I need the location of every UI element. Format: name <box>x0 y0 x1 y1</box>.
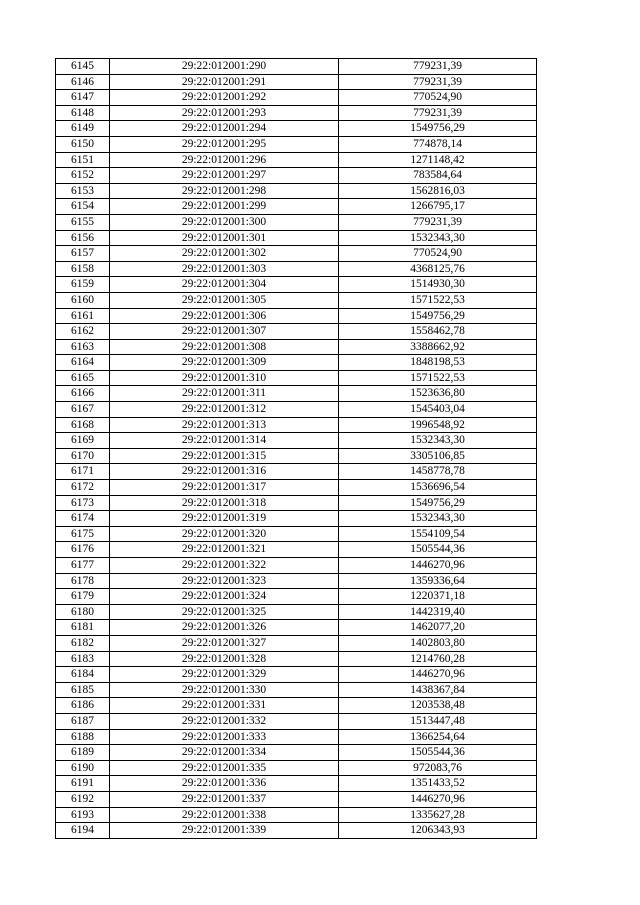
row-number-cell: 6186 <box>56 698 110 714</box>
table-row <box>56 464 537 480</box>
value-cell: 770524,90 <box>339 246 537 262</box>
row-number-cell: 6188 <box>56 729 110 745</box>
cadastral-number-cell: 29:22:012001:330 <box>110 682 339 698</box>
row-number-cell: 6187 <box>56 713 110 729</box>
row-number-cell: 6165 <box>56 370 110 386</box>
table-row <box>56 698 537 714</box>
table-row <box>56 417 537 433</box>
row-number-cell: 6167 <box>56 402 110 418</box>
table-row <box>56 495 537 511</box>
cadastral-number-cell: 29:22:012001:290 <box>110 59 339 75</box>
value-cell: 1536696,54 <box>339 480 537 496</box>
value-cell: 1554109,54 <box>339 526 537 542</box>
cadastral-number-cell: 29:22:012001:292 <box>110 90 339 106</box>
value-cell: 1562816,03 <box>339 183 537 199</box>
value-cell: 1514930,30 <box>339 277 537 293</box>
table-row <box>56 277 537 293</box>
value-cell: 1571522,53 <box>339 292 537 308</box>
table-row <box>56 230 537 246</box>
row-number-cell: 6190 <box>56 760 110 776</box>
row-number-cell: 6157 <box>56 246 110 262</box>
row-number-cell: 6164 <box>56 355 110 371</box>
table-row <box>56 823 537 839</box>
row-number-cell: 6181 <box>56 620 110 636</box>
row-number-cell: 6145 <box>56 59 110 75</box>
row-number-cell: 6179 <box>56 589 110 605</box>
row-number-cell: 6159 <box>56 277 110 293</box>
cadastral-number-cell: 29:22:012001:304 <box>110 277 339 293</box>
cadastral-number-cell: 29:22:012001:297 <box>110 168 339 184</box>
table-row <box>56 339 537 355</box>
value-cell: 1220371,18 <box>339 589 537 605</box>
row-number-cell: 6174 <box>56 511 110 527</box>
cadastral-number-cell: 29:22:012001:338 <box>110 807 339 823</box>
cadastral-number-cell: 29:22:012001:324 <box>110 589 339 605</box>
cadastral-number-cell: 29:22:012001:316 <box>110 464 339 480</box>
row-number-cell: 6147 <box>56 90 110 106</box>
cadastral-number-cell: 29:22:012001:331 <box>110 698 339 714</box>
cadastral-number-cell: 29:22:012001:326 <box>110 620 339 636</box>
value-cell: 1549756,29 <box>339 121 537 137</box>
cadastral-number-cell: 29:22:012001:298 <box>110 183 339 199</box>
value-cell: 779231,39 <box>339 105 537 121</box>
cadastral-number-cell: 29:22:012001:327 <box>110 635 339 651</box>
table-row <box>56 542 537 558</box>
cadastral-number-cell: 29:22:012001:337 <box>110 791 339 807</box>
cadastral-number-cell: 29:22:012001:306 <box>110 308 339 324</box>
value-cell: 1446270,96 <box>339 558 537 574</box>
value-cell: 1505544,36 <box>339 745 537 761</box>
table-row <box>56 168 537 184</box>
cadastral-number-cell: 29:22:012001:325 <box>110 604 339 620</box>
row-number-cell: 6153 <box>56 183 110 199</box>
cadastral-number-cell: 29:22:012001:318 <box>110 495 339 511</box>
value-cell: 1359336,64 <box>339 573 537 589</box>
value-cell: 779231,39 <box>339 59 537 75</box>
table-row <box>56 324 537 340</box>
table-row <box>56 152 537 168</box>
value-cell: 1438367,84 <box>339 682 537 698</box>
table-row <box>56 511 537 527</box>
value-cell: 783584,64 <box>339 168 537 184</box>
value-cell: 3388662,92 <box>339 339 537 355</box>
row-number-cell: 6146 <box>56 74 110 90</box>
value-cell: 1549756,29 <box>339 308 537 324</box>
cadastral-number-cell: 29:22:012001:307 <box>110 324 339 340</box>
row-number-cell: 6189 <box>56 745 110 761</box>
row-number-cell: 6152 <box>56 168 110 184</box>
cadastral-number-cell: 29:22:012001:313 <box>110 417 339 433</box>
value-cell: 1996548,92 <box>339 417 537 433</box>
cadastral-number-cell: 29:22:012001:294 <box>110 121 339 137</box>
table-row <box>56 620 537 636</box>
value-cell: 1458778,78 <box>339 464 537 480</box>
row-number-cell: 6177 <box>56 558 110 574</box>
row-number-cell: 6182 <box>56 635 110 651</box>
value-cell: 1214760,28 <box>339 651 537 667</box>
cadastral-number-cell: 29:22:012001:299 <box>110 199 339 215</box>
table-body <box>56 59 537 839</box>
row-number-cell: 6178 <box>56 573 110 589</box>
cadastral-number-cell: 29:22:012001:303 <box>110 261 339 277</box>
row-number-cell: 6155 <box>56 214 110 230</box>
table-row <box>56 433 537 449</box>
value-cell: 1505544,36 <box>339 542 537 558</box>
cadastral-number-cell: 29:22:012001:312 <box>110 402 339 418</box>
row-number-cell: 6160 <box>56 292 110 308</box>
value-cell: 1549756,29 <box>339 495 537 511</box>
value-cell: 1442319,40 <box>339 604 537 620</box>
table-row <box>56 558 537 574</box>
row-number-cell: 6168 <box>56 417 110 433</box>
table-row <box>56 776 537 792</box>
value-cell: 1366254,64 <box>339 729 537 745</box>
cadastral-value-table <box>55 58 537 839</box>
value-cell: 779231,39 <box>339 214 537 230</box>
table-row <box>56 589 537 605</box>
table-row <box>56 526 537 542</box>
value-cell: 1446270,96 <box>339 791 537 807</box>
value-cell: 3305106,85 <box>339 448 537 464</box>
table-row <box>56 651 537 667</box>
table-row <box>56 729 537 745</box>
value-cell: 1446270,96 <box>339 667 537 683</box>
row-number-cell: 6180 <box>56 604 110 620</box>
row-number-cell: 6156 <box>56 230 110 246</box>
table-row <box>56 573 537 589</box>
value-cell: 1848198,53 <box>339 355 537 371</box>
value-cell: 1513447,48 <box>339 713 537 729</box>
cadastral-number-cell: 29:22:012001:309 <box>110 355 339 371</box>
cadastral-number-cell: 29:22:012001:310 <box>110 370 339 386</box>
table-row <box>56 74 537 90</box>
cadastral-number-cell: 29:22:012001:314 <box>110 433 339 449</box>
table-row <box>56 635 537 651</box>
cadastral-number-cell: 29:22:012001:295 <box>110 136 339 152</box>
cadastral-number-cell: 29:22:012001:317 <box>110 480 339 496</box>
row-number-cell: 6176 <box>56 542 110 558</box>
cadastral-number-cell: 29:22:012001:334 <box>110 745 339 761</box>
table-row <box>56 308 537 324</box>
row-number-cell: 6162 <box>56 324 110 340</box>
table-row <box>56 261 537 277</box>
table-row <box>56 745 537 761</box>
row-number-cell: 6170 <box>56 448 110 464</box>
table-row <box>56 246 537 262</box>
table-row <box>56 682 537 698</box>
cadastral-number-cell: 29:22:012001:301 <box>110 230 339 246</box>
cadastral-number-cell: 29:22:012001:321 <box>110 542 339 558</box>
row-number-cell: 6171 <box>56 464 110 480</box>
row-number-cell: 6149 <box>56 121 110 137</box>
table-row <box>56 760 537 776</box>
cadastral-number-cell: 29:22:012001:336 <box>110 776 339 792</box>
cadastral-number-cell: 29:22:012001:302 <box>110 246 339 262</box>
value-cell: 1206343,93 <box>339 823 537 839</box>
value-cell: 1351433,52 <box>339 776 537 792</box>
row-number-cell: 6191 <box>56 776 110 792</box>
table-row <box>56 448 537 464</box>
value-cell: 1271148,42 <box>339 152 537 168</box>
row-number-cell: 6184 <box>56 667 110 683</box>
cadastral-number-cell: 29:22:012001:305 <box>110 292 339 308</box>
row-number-cell: 6185 <box>56 682 110 698</box>
row-number-cell: 6161 <box>56 308 110 324</box>
cadastral-number-cell: 29:22:012001:319 <box>110 511 339 527</box>
value-cell: 1203538,48 <box>339 698 537 714</box>
table-row <box>56 386 537 402</box>
row-number-cell: 6150 <box>56 136 110 152</box>
row-number-cell: 6173 <box>56 495 110 511</box>
cadastral-number-cell: 29:22:012001:333 <box>110 729 339 745</box>
cadastral-number-cell: 29:22:012001:311 <box>110 386 339 402</box>
cadastral-number-cell: 29:22:012001:300 <box>110 214 339 230</box>
row-number-cell: 6193 <box>56 807 110 823</box>
table-row <box>56 791 537 807</box>
value-cell: 774878,14 <box>339 136 537 152</box>
cadastral-number-cell: 29:22:012001:293 <box>110 105 339 121</box>
row-number-cell: 6154 <box>56 199 110 215</box>
row-number-cell: 6148 <box>56 105 110 121</box>
table-row <box>56 105 537 121</box>
table-row <box>56 355 537 371</box>
cadastral-number-cell: 29:22:012001:291 <box>110 74 339 90</box>
row-number-cell: 6175 <box>56 526 110 542</box>
table-row <box>56 713 537 729</box>
table-row <box>56 90 537 106</box>
value-cell: 972083,76 <box>339 760 537 776</box>
cadastral-number-cell: 29:22:012001:328 <box>110 651 339 667</box>
value-cell: 1462077,20 <box>339 620 537 636</box>
table-row <box>56 199 537 215</box>
row-number-cell: 6163 <box>56 339 110 355</box>
cadastral-number-cell: 29:22:012001:329 <box>110 667 339 683</box>
row-number-cell: 6194 <box>56 823 110 839</box>
cadastral-number-cell: 29:22:012001:308 <box>110 339 339 355</box>
value-cell: 1402803,80 <box>339 635 537 651</box>
value-cell: 1558462,78 <box>339 324 537 340</box>
value-cell: 1532343,30 <box>339 511 537 527</box>
value-cell: 1532343,30 <box>339 433 537 449</box>
value-cell: 1571522,53 <box>339 370 537 386</box>
cadastral-number-cell: 29:22:012001:335 <box>110 760 339 776</box>
table-row <box>56 402 537 418</box>
cadastral-number-cell: 29:22:012001:339 <box>110 823 339 839</box>
value-cell: 779231,39 <box>339 74 537 90</box>
table-row <box>56 121 537 137</box>
table-row <box>56 59 537 75</box>
table-row <box>56 370 537 386</box>
row-number-cell: 6169 <box>56 433 110 449</box>
cadastral-number-cell: 29:22:012001:320 <box>110 526 339 542</box>
cadastral-number-cell: 29:22:012001:315 <box>110 448 339 464</box>
value-cell: 1523636,80 <box>339 386 537 402</box>
value-cell: 770524,90 <box>339 90 537 106</box>
table-row <box>56 667 537 683</box>
value-cell: 1545403,04 <box>339 402 537 418</box>
value-cell: 4368125,76 <box>339 261 537 277</box>
table-row <box>56 807 537 823</box>
row-number-cell: 6192 <box>56 791 110 807</box>
row-number-cell: 6166 <box>56 386 110 402</box>
table-row <box>56 214 537 230</box>
cadastral-number-cell: 29:22:012001:322 <box>110 558 339 574</box>
cadastral-number-cell: 29:22:012001:296 <box>110 152 339 168</box>
row-number-cell: 6183 <box>56 651 110 667</box>
table-row <box>56 136 537 152</box>
table-row <box>56 292 537 308</box>
value-cell: 1532343,30 <box>339 230 537 246</box>
table-row <box>56 480 537 496</box>
cadastral-number-cell: 29:22:012001:332 <box>110 713 339 729</box>
row-number-cell: 6172 <box>56 480 110 496</box>
row-number-cell: 6151 <box>56 152 110 168</box>
value-cell: 1266795,17 <box>339 199 537 215</box>
cadastral-number-cell: 29:22:012001:323 <box>110 573 339 589</box>
table-row <box>56 604 537 620</box>
value-cell: 1335627,28 <box>339 807 537 823</box>
row-number-cell: 6158 <box>56 261 110 277</box>
table-row <box>56 183 537 199</box>
